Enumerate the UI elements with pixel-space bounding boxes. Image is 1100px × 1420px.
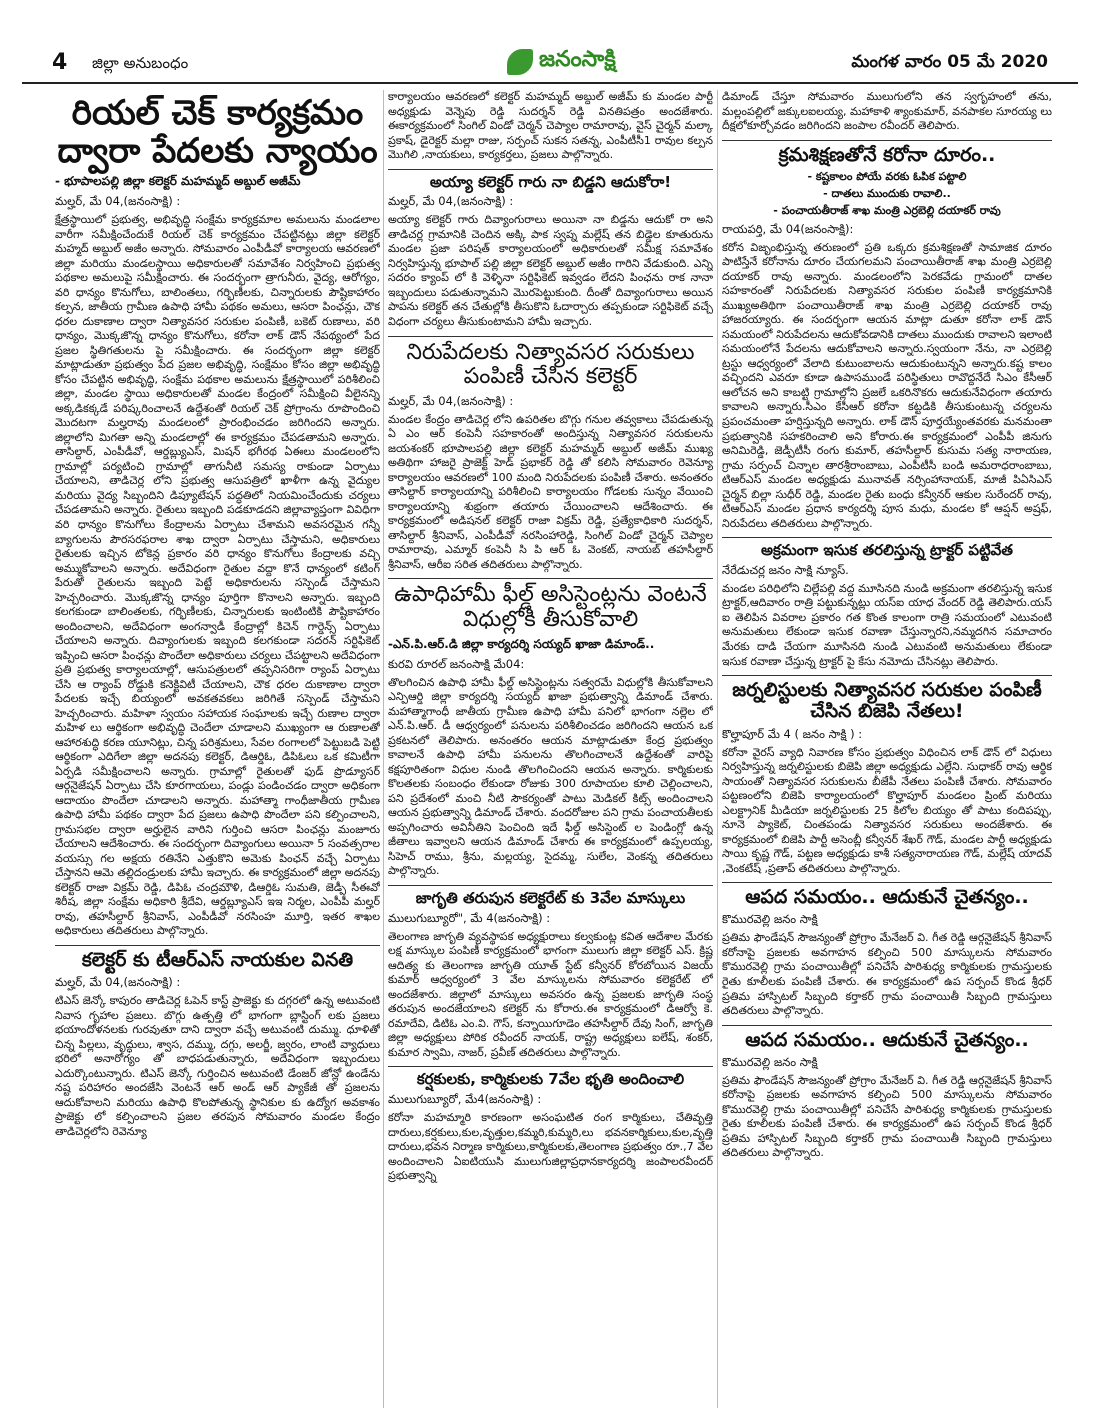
divider [55,945,380,946]
masthead [507,46,616,78]
article-headline: కర్షకులకు, కార్మికులకు 7వేల భృతి అందించాలి [416,1070,685,1089]
article-subheading: - కష్టకాలం పోయే వరకు ఓపిక పట్టాలి [807,169,967,183]
divider [388,169,713,170]
divider [722,1025,1052,1026]
article-body: తొలగించిన ఉపాధి హామీ ఫీల్డ్ అసిస్టెంట్లను సత్వరమే విధుల్లోకి తీసుకోవాలని ఎన్పిఆర్డి జిల్లా కార్యదర్శి సయ్యద్ ఖాజా ప్రభుత్వాన్ని డిమాండ్ చేశారు. మహాత్మాగాంధీ జాతీయ గ్రామీణ ఉపాధి హామీ పనిలో భాగంగా నల్లెల లో ఎన్.పి.ఆర్. డీ ఆధ్వర్యంలో పనులను పరిశీలించడం జరిగిందని ఆయన ఒక ప్రకటనలో తెలిపారు. అనంతరం ఆయన మాట్లాడుతూ కేంద్ర ప్రభుత్వం కావాలనే ఉపాధి హామీ పనులను తొలగించాలనే ఉద్దేశంతో వారిపై కక్షపూరితంగా విధుల నుండి తొలగించిందని ఆయన అన్నారు. కార్మికులకు కొలతలకు సంబంధం లేకుండా రోజుకు 300 రూపాయల కూలి చెల్లించాలని, పని ప్రదేశంలో మంచి నీటి సౌకర్యంతో పాటు మెడికల్ కిట్స్ అందించాలని ఆయన ప్రభుత్వాన్ని డిమాండ్ చేశారు. వందరోజుల పని గ్రామ పంచాయతీలకు అప్పగించారు అవినీతిని పెంచింది ఇదే ఫీల్డ్ అసిస్టెంట్ ల పెండింగ్లో ఉన్న జీతాలు ఇవ్వాలని ఆయన డిమాండ్ చేశారు ఈ కార్యక్రమంలో ఉప్పలయ్య, సిహెచ్ రాము, శ్రీను, మల్లయ్య, సైదమ్మ, సులేల, వెంకన్న తదితరులు పాల్గొన్నారు. [388,675,713,878]
article-dateline: కొల్హాపూర్ మే 4 ( జనం సాక్షి ) : [722,726,863,741]
article-headline: అయ్యా కలెక్టర్ గారు నా బిడ్డని ఆదుకోరా! [429,172,672,191]
article-body: మండల పరిధిలోని చిల్లేపల్లి వద్ద మూసినది నుండి అక్రమంగా తరలిస్తున్న ఇసుక ట్రాక్టర్,ఆదివారం రాత్రి పట్టుకున్నట్లు యస్ఐ యాధ వేందర్ రెడ్డి తెలిపారు.యస్ ఐ తెలిపిన వివరాల ప్రకారం గత కొంత కాలంగా రాత్రి సమయంలో ఎటువంటి అనుమతులు లేకుండా ఇసుక రవాణా చేస్తున్నారని,నమ్మదగిన సమాచారం మేరకు దాడి చేయగా మూసినది నుండి ఎటువంటి అనుమతులు లేకుండా ఇసుక రవాణా చేస్తున్న ట్రాక్టర్ పై కేసు నమోదు చేసినట్లు తెలిపారు. [722,581,1052,668]
article-body: డిమాండ్ చేస్తూ సోమవారం ములుగులోని తన స్వగృహంలో తను, మల్లంపల్లిలో జక్కులఐలయ్య, మహాకాళి శ్యాంకుమార్, వనపాకల సూరయ్య లు దీక్షలోకూర్చోవడం జరిగిందని జంపాల రవీందర్ తెలిపారు. [722,90,1052,133]
masthead-title: జనంసాక్షి [539,47,616,72]
issue-date: మంగళ వారం 05 మే 2020 [851,52,1048,72]
divider [388,885,713,886]
article-dateline: కొమురవెల్లి జనం సాక్షి [722,912,818,927]
article-subheading: - పంచాయతీరాజ్ శాఖ మంత్రి ఎర్రబెల్లి దయాకర్ రావు [773,203,1001,217]
section-title: జిల్లా అనుబంధం [92,54,189,72]
article-body: క్షేత్రస్థాయిలో ప్రభుత్వ, అభివృద్ధి సంక్షేమ కార్యక్రమాల అమలును మండలాల వారీగా సమీక్షించేందుకే రియల్ చెక్ కార్యక్రమం చేపట్టినట్లు జిల్లా కలెక్టర్ మహ్మద్ అబ్దుల్ అజీం అన్నారు. సోమవారం ఎంపీడీవో కార్యాలయ ఆవరణలో జిల్లా మరియు మండలస్థాయి అధికారులతో సమావేశం నిర్వహించి ప్రభుత్వ పథకాల అమలుపై సమీక్షించారు. ఈ సందర్భంగా త్రాగునీరు, వైద్య, ఆరోగ్యం, వరి ధాన్యం కొనుగోలు, బాలింతలు, గర్భిణీలకు, చిన్నారులకు పౌష్టికాహారం కల్పన, జాతీయ గ్రామీణ ఉపాధి హామీ పథకం అమలు, ఆసరా పింఛన్లు, చౌక ధరల దుకాణాల ద్వారా నిత్యావసర సరుకుల పంపిణీ, బకెట్ రుణాలు, వరి ధాన్యం, మొక్కజొన్న ధాన్యం కొనుగోలు, కరోనా లాక్ డౌన్ నేపథ్యంలో పేద ప్రజల స్థితిగతులను పై సమీక్షించారు. ఈ సందర్భంగా జిల్లా కలెక్టర్ మాట్లాడుతూ ప్రభుత్వం పేద ప్రజల అభివృద్ధి, సంక్షేమం కోసం జిల్లా అభివృద్ధి కోసం చేపట్టిన అభివృద్ధి, సంక్షేమ పథకాల అమలును క్షేత్రస్థాయిలో పరిశీలించి జిల్లా, మండల స్థాయి అధికారులతో మండల కేంద్రంలో సమీక్షించి వీలైనన్ని అక్కడికక్కడే పరిష్కరించాలనే ఉద్దేశంతో రియల్ చెక్ ప్రోగ్రాంను రూపొందించి మొదటగా మల్హరావు మండలంలో ప్రారంభించడం జరిగిందని అన్నారు. జిల్లాలోని మిగతా అన్ని మండలాల్లో ఈ కార్యక్రమం చేపడతామని అన్నారు. తాసిల్దార్, ఎంపీడీవో, ఆర్డబ్ల్యుఎస్, మిషన్ భగీరథ ఏఈలు మండలంలోని గ్రామాల్లో పర్యటించి గ్రామాల్లో తాగునీటి సమస్య రాకుండా ఏర్పాటు చేయాలని, తాడిచెర్ల లోని ప్రభుత్వ ఆసుపత్రిలో ఖాళీగా ఉన్న వైద్యుల మరియు వైద్య సిబ్బందిని డిప్యూటేషన్ పద్ధతిలో నియమించేందుకు చర్యలు చేపడతామని అన్నారు. రైతులు ఇబ్బంది పడకూడదని జిల్లావ్యాప్తంగా వివిధిగా వరి ధాన్యం కొనుగోలు కేంద్రాలను ఏర్పాటు చేశామని అవసరమైన గన్నీ బ్యాగులను పౌరసరఫరాల శాఖ ద్వారా ఏర్పాటు చేస్తామని, అధికారులు రైతులకు ఇచ్చిన టోకెన్ల ప్రకారం వరి ధాన్యం కొనుగోలు కేంద్రాలకు వచ్చి అమ్ముకోవాలని అన్నారు. అదేవిధంగా రైతుల వద్దా కొనే ధాన్యంలో కటింగ్ పేరుతో రైతులను ఇబ్బంది పెట్టే అధికారులను సస్పెండ్ చేస్తామని హెచ్చరించారు. మొక్కజొన్న ధాన్యం పూర్తిగా కొనాలని అన్నారు. ఇబ్బంది కలగకుండా బాలింతలకు, గర్భిణీలకు, చిన్నారులకు ఇంటింటికి పౌష్టికాహారం అందించాలని, అదేవిధంగా అంగన్వాడీ కేంద్రాల్లో కిచెన్ గార్డెన్స్ ఏర్పాటు చేయాలని అన్నారు. దివ్యాంగులకు ఇబ్బంది కలగకుండా సదరన్ సర్టిఫికెట్ ఇప్పించి ఆసరా పింఛన్లు పొందేలా అధికారులు చర్యలు చేపట్టాలని అదేవిధంగా ప్రతి ప్రభుత్వ కార్యాలయాల్లో, ఆసుపత్రులలో తప్పనిసరిగా ర్యాంప్ ఏర్పాటు చేసి ఆ ర్యాంప్ రోడ్డుకి కనెక్టివిటీ చేయాలని, చౌక ధరల దుకాణాల ద్వారా పేదలకు ఇచ్చే బియ్యంలో అవకతవకలు జరిగితే సస్పెండ్ చేస్తామని హెచ్చరించారు. మహిళా స్వయం సహాయక సంఘాలకు ఇచ్చే రుణాల ద్వారా మహిళ లు ఆర్థికంగా అభివృద్ధి చెందేలా చూడాలని ముఖ్యంగా ఆ రుణాలతో ఆహారశుద్ధి కరణ యూనిట్లు, చిన్న పరిశ్రమలు, సేవల రంగాలలో పెట్టుబడి పెట్టి ఆర్థికంగా ఎదిగేలా జిల్లా అదనపు కలెక్టర్, డిఆర్డిఓ, డిపిఓలు ఒక కమిటీగా ఏర్పడి సమీక్షించాలని అన్నారు. గ్రామాల్లో రైతులతో ఫుడ్ ప్రొడ్యూసర్ ఆర్గనైజేషన్ ఏర్పాటు చేసి కూరగాయలు, పండ్లు పండించడం ద్వారా అధికంగా ఆదాయం పొందేలా చూడాలని అన్నారు. మహాత్మా గాంధీజాతీయ గ్రామీణ ఉపాధి హామీ పథకం ద్వారా పేద ప్రజలు ఉపాధి పొందేలా పని కల్పించాలని, గ్రామసభల ద్వారా అర్హులైన వారిని గుర్తించి ఆసరా పింఛన్లు మంజూరు చేయాలని ఆదేశించారు. ఈ సందర్భంగా దివ్యాంగులు అయినా 5 సంవత్సరాల వయస్సు గల అక్షయ రతినేని ఎత్తుకొని అమెకు పింఛన్ వచ్చే ఏర్పాటు చేస్తానని ఆమె తల్లిదండ్రులకు హామీ ఇచ్చారు. ఈ కార్యక్రమంలో జిల్లా అదనపు కలెక్టర్ రాజా విక్రమ్ రెడ్డి, డిపిఓ చంద్రమౌళి, డిఆర్డిఓ సుమతి, జెడ్పీ సీఈవో శిరీష, జిల్లా సంక్షేమ అధికారి శ్రీదేవి, ఆర్డబ్ల్యూఎస్ ఇఇ నిర్మల, ఎంపీపీ మల్హర్ రావు, తహసీల్దార్ శ్రీనివాస్, ఎంపీడీవో నరసింహ మూర్తి, ఇతర శాఖల అధికారులు తదితరులు పాల్గొన్నారు. [55,213,380,938]
article-body: అయ్యా కలెక్టర్ గారు దివ్యాంగురాలు అయినా నా బిడ్డను ఆదుకో రా అని తాడిచర్ల గ్రామానికి చెందిన అక్కి పాక స్వప్న మల్లేష్ తన బిడ్డెల కూతురును మండల ప్రజా పరిషత్ కార్యాలయంలో అధికారులతో సమీక్ష సమావేశం నిర్వహిస్తున్న భూపాల్ పల్లి జిల్లా కలెక్టర్ అబ్దుల్ అజీం గారిని వేడుకుంది. ఎన్ని సదరం క్యాంప్ లో కి వెళ్ళినా సర్టిఫికెట్ ఇవ్వడం లేదని పింఛను రాక నానా ఇబ్బందులు పడుతున్నామని మొరపెట్టుకుంది. దీంతో దివ్యాంగురాలు అయిన పాపను కలెక్టర్ తన చేతుల్లోకి తీసుకొని ఓదార్చారు తప్పకుండా సర్టిఫికెట్ వచ్చే విధంగా చర్యలు తీసుకుంటామని హామీ ఇచ్చారు. [388,213,713,328]
article-subheading: - దాతలు ముందుకు రావాలి.. [823,186,951,200]
column-1 [55,90,380,1408]
article-dateline: రాయపర్తి, మే 04(జనంసాక్షి): [722,221,854,236]
page-number: 4 [52,50,68,75]
article-body: కార్యాలయం ఆవరణలో కలెక్టర్ మహమ్మద్ అబ్దుల్ అజీమ్ కు మండల పార్టీ అధ్యక్షుడు వెన్నెపు రెడ్డి సుదర్శన్ రెడ్డి వినతిపత్రం అందజేశారు. ఈకార్యక్రమంలో సింగిల్ విండో చెర్మన్ చెప్యాల రామారావు, వైస్ చైర్మన్ మల్కా ప్రకాష్, డైరెక్టర్ మల్లా రాజు, సర్పంచ్ సుకన సతన్న, ఎంపీటీసీ1 రావుల కల్పన మొగిలి ,నాయకులు, కార్యకర్తలు, ప్రజలు పాల్గొన్నారు. [388,90,713,162]
logo-leaf-icon [507,49,533,75]
column-divider [717,90,718,1408]
article-dateline: నేరేడుచర్ల జనం సాక్షి న్యూస్. [722,562,849,577]
article-headline: ఆపద సమయం.. ఆదుకునే చైతన్యం.. [745,1028,1029,1051]
article-body: కరోనా వైరస్ వ్యాధి నివారణ కోసం ప్రభుత్వం విధించిన లాక్ డౌన్ లో విధులు నిర్వహిస్తున్న జర్నలిస్టులకు బిజెపి జిల్లా అధ్యక్షుడు ఎల్లేని. సుధాకర్ రావు ఆర్థిక సాయంతో నిత్యావసర సరుకులను బీజేపీ నేతలు పంపిణీ చేశారు. సోమవారం పట్టణంలోని బిజెపి కార్యాలయంలో కొల్హాపూర్ మండలం ప్రింట్ మరియు ఎలక్ట్రానిక్ మీడియా జర్నలిస్టులకు 25 కిలోల బియ్యం తో పాటు కందిపప్పు, నూనె ప్యాకెట్, చింతపండు నిత్యావసర సరుకులు అందజేశారు. ఈ కార్యక్రమంలో బిజెపి పార్టీ అసెంబ్లీ కన్వీనర్ శేఖర్ గౌడ్, మండల పార్టీ అధ్యక్షుడు సాయి కృష్ణ గౌడ్, పట్టణ అధ్యక్షుడు కాశీ సత్యనారాయణ గౌడ్, మల్లేష్ యాదవ్ ,వెంకటేష్ ,ప్రతాప్ తదితరులు పాల్గొన్నారు. [722,745,1052,875]
article-body: మండల కేంద్రం తాడిచెర్ల లోని ఉపరితల బొగ్గు గనుల తవ్వకాలు చేపడుతున్న ఏ ఎం ఆర్ కంపెనీ సహకారంతో అందిస్తున్న నిత్యావసర సరుకులను జయశంకర్ భూపాలపల్లి జిల్లా కలెక్టర్ మహమ్మద్ అబ్దుల్ అజీమ్ ముఖ్య అతిథిగా హాజరై ప్రాజెక్ట్ హెడ్ ప్రభాకర్ రెడ్డి తో కలిసి సోమవారం రెవెన్యూ కార్యాలయం ఆవరణలో 100 మంది నిరుపేదలకు పంపిణీ చేశారు. అనంతరం తాసిల్దార్ కార్యాలయాన్ని పరిశీలించి కార్యాలయం గోడలకు సున్నం వేయించి కార్యాలయాన్ని శుభ్రంగా తయారు చేయించాలని ఆదేశించారు. ఈ కార్యక్రమంలో అడిషనల్ కలెక్టర్ రాజా విక్రమ్ రెడ్డి, ప్రత్యేకాధికారి సుదర్శన్, తాసిల్దార్ శ్రీనివాస్, ఎంపీడీవో నరసింహారెడ్డి, సింగిల్ విండో చైర్మన్ చెప్యాల రామారావు, ఎమ్మార్ కంపెనీ సి పి ఆర్ ఓ వెంకట్, నాయబ్ తహసీల్దార్ శ్రీనివాస్, ఆరీఐ సరిత తదితరులు పాల్గొన్నారు. [388,412,713,571]
divider [388,578,713,579]
article-byline: - భూపాలపల్లి జిల్లా కలెక్టర్ మహమ్మద్ అబ్దుల్ అజీమ్ [55,174,301,189]
article-body: కరోనా మహమ్మారి కారణంగా అసంఘటిత రంగ కార్మికులు, చేతివృత్తి దారులు,కర్షకులు,కుల,వృత్తుల,కమ్మరి,కుమ్మరి,లు భవనకార్మికులు,కుల,వృత్తి దారులు,భవన నిర్మాణ కార్మికులు,కార్మికులకు,తెలంగాణ ప్రభుత్వం రూ.,7 వేల అందించాలని ఏఐటియుసి ములుగుజిల్లాప్రధానకార్యదర్శి జంపాలరవీందర్ ప్రభుత్వాన్ని [388,1111,713,1183]
column-2 [388,90,713,1408]
column-3 [722,90,1052,1408]
article-headline: ఆపద సమయం.. ఆదుకునే చైతన్యం.. [745,886,1029,909]
divider [722,537,1052,538]
article-dateline: ములుగుబ్యూరో, మే4(జనంసాక్షి) : [388,1092,542,1107]
article-body: టిఎస్ జెన్కో కాపురం తాడిచెర్ల ఓపెన్ కాస్ట్ ప్రాజెక్టు కు దగ్గరలో ఉన్న అటువంటి నివాస గృహాల ప్రజలు. బొగ్గు ఉత్పత్తి లో భాగంగా బ్లాస్టింగ్ లకు ప్రజలు భయాందోళనలకు గురవుతూ దాని ద్వారా వచ్చే అటువంటి దుమ్ము. ధూళితో చిన్న పిల్లలు, వృద్ధులు, శ్వాస, దమ్ము, దగ్గు, అలర్జీ, జ్వరం, లాంటి వ్యాధులు భరిలో అనారోగ్యం తో బాధపడుతున్నారు, అదేవిధంగా ఇబ్బందులు ఎదుర్కొంటున్నారు. టిఎస్ జెన్కో గుర్తించిన అటువంటి డేంజర్ జోన్లో ఉండేను నష్ట పరిహారం అందజేసి వెంటనే ఆర్ అండ్ ఆర్ ప్యాకేజీ తో ప్రజలను ఆదుకోవాలని మరియు ఉపాధి కొలపోతున్న స్థానికుల కు ఉద్యోగ అవకాశం ప్రాజెక్టు లో కల్పించాలని ప్రజల తరపున సోమవారం మండల కేంద్రం తాడిచెర్లలోని రెవెన్యూ [55,994,380,1138]
article-headline: అక్రమంగా ఇసుక తరలిస్తున్న ట్రాక్టర్ పట్టివేత [761,541,1013,560]
article-headline: రియల్ చెక్ కార్యక్రమం ద్వారా పేదలకు న్యాయం [57,93,378,172]
article-body: ప్రతిమ ఫౌండేషన్ సౌజన్యంతో ప్రోగ్రాం మేనేజర్ వి. గీత రెడ్డి ఆర్గనైజేషన్ శ్రీనివాస్ కరోనాపై ప్రజలకు అవగాహన కల్పించి 500 మాస్కులను సోమవారం కొమురవెల్లి గ్రామ పంచాయితీల్లో పనిచేసే పారిశుధ్య కార్మికులకు గ్రామస్తులకు రైతు కూలీలకు పంపిణీ చేశారు. ఈ కార్యక్రమంలో ఉప సర్పంచ్ కొండ శ్రీధర్ ప్రతిమ హాస్పిటల్ సిబ్బంది కర్తాకర్ గ్రామ పంచాయితీ సిబ్బంది గ్రామస్తులు తదితరులు పాల్గొన్నారు. [722,1073,1052,1160]
article-byline: -ఎన్.పి.ఆర్.డి జిల్లా కార్యదర్శి సయ్యద్ ఖాజా డిమాండ్.. [388,636,655,651]
article-dateline: కురవి రూరల్ జనంసాక్షి మే04: [388,656,525,671]
article-dateline: మల్హర్, మే 04,(జనంసాక్షి) : [55,194,181,209]
article-headline: నిరుపేదలకు నిత్యావసర సరుకులు పంపిణీ చేసిన కలెక్టర్ [406,339,695,390]
article-body: తెలంగాణ జాగృతి వ్యవస్థాపక అధ్యక్షురాలు కల్వకుంట్ల కవిత ఆదేశాల మేరకు లక్ష మాస్కుల పంపిణీ కార్యక్రమంలో భాగంగా ములుగు జిల్లా కలెక్టర్ ఎస్. క్రిష్ణ ఆదిత్య కు తెలంగాణ జాగృతి యూత్ స్టేట్ కన్వీనర్ కోరబోయిన విజయ్ కుమార్ ఆధ్వర్యంలో 3 వేల మాస్కులను సోమవారం కలెక్టరేట్ లో అందజేశారు. జిల్లాలో మాస్కులు అవసరం ఉన్న ప్రజలకు జాగృతి సంస్థ తరుపున అందజేయాలని కలెక్టర్ ను కోరారు.ఈ కార్యక్రమంలో డిఆర్వో కె. రమాదేవి, డిటిఓ ఎం.వి. గౌస్, కన్నాయిగూడెం తహసీల్దార్ దేవు సింగ్, జాగృతి జిల్లా అధ్యక్షులు పోరిక రవీందర్ నాయక్, రాష్ట్ర అధ్యక్షులు ఐలేష్, శంకర్, కుమార స్వామి, నాజర్, ప్రవీణ్ తదితరులు పాల్గొన్నారు. [388,929,713,1059]
article-dateline: మల్హర్, మే 04,(జనంసాక్షి) : [55,975,181,990]
article-body: ప్రతిమ ఫౌండేషన్ సౌజన్యంతో ప్రోగ్రాం మేనేజర్ వి. గీత రెడ్డి ఆర్గనైజేషన్ శ్రీనివాస్ కరోనాపై ప్రజలకు అవగాహన కల్పించి 500 మాస్కులను సోమవారం కొమురవెల్లి గ్రామ పంచాయితీల్లో పనిచేసే పారిశుధ్య కార్మికులకు గ్రామస్తులకు రైతు కూలీలకు పంపిణీ చేశారు. ఈ కార్యక్రమంలో ఉప సర్పంచ్ కొండ శ్రీధర్ ప్రతిమ హాస్పిటల్ సిబ్బంది కర్తాకర్ గ్రామ పంచాయితీ సిబ్బంది గ్రామస్తులు తదితరులు పాల్గొన్నారు. [722,931,1052,1018]
divider [388,336,713,337]
article-dateline: ములుగుబ్యూరో", మే 4(జనంసాక్షి) : [388,910,551,925]
page-header [22,44,1078,84]
column-divider [383,90,384,1408]
divider [388,1066,713,1067]
article-dateline: మల్హర్, మే 04,(జనంసాక్షి) : [388,194,514,209]
article-dateline: కొమురవెల్లి జనం సాక్షి [722,1054,818,1069]
divider [722,882,1052,883]
article-headline: ఉపాధిహామీ ఫీల్డ్ అసిస్టెంట్లను వెంటనే విధుల్లోకి తీసుకోవాలి [394,582,707,633]
article-headline: జర్నలిస్టులకు నిత్యావసర సరుకుల పంపిణీ చేసిన బిజెపి నేతలు! [732,679,1042,723]
article-headline: కలెక్టర్ కు టీఆర్ఎస్ నాయకుల వినతి [81,948,354,971]
article-headline: క్రమశిక్షణతోనే కరోనా దూరం.. [778,143,996,166]
divider [722,140,1052,141]
divider [722,675,1052,676]
article-body: కరోన విజృంభిస్తున్న తరుణంలో ప్రతి ఒక్కరు క్రమశిక్షణతో సామాజిక దూరం పాటిస్తేనే కరోనాను దూరం చేయగలమని పంచాయితీరాజ్ శాఖ మంత్రి ఎర్రబెల్లి దయాకర్ రావు అన్నారు. మండలంలోని పెరకవేడు గ్రామంలో దాతల సహకారంతో నిరుపేదలకు నిత్యావసర సరుకుల పంపిణీ కార్యక్రమానికి ముఖ్యఅతిథిగా పంచాయితీరాజ్ శాఖ మంత్రి ఎర్రబెల్లి దయాకర్ రావు హాజరయ్యారు. ఈ సందర్భంగా ఆయన మాట్లా డుతూ కరోనా లాక్ డౌన్ సమయంలో నిరుపేదలను ఆదుకోవడానికి దాతలు ముందుకు రావాలని ఇలాంటి సమయంలోనే పేదలను ఆదుకోవాలని అన్నారు.స్వయంగా నేను, నా ఎర్రబెల్లి ట్రస్టు ఆధ్వర్యంలో వేలాది కుటుంబాలను ఆదుకుంటున్నని అన్నారు.కష్ట కాలం వచ్చిందని ఎవరూ కూడా ఉపాసముండే పరిస్థితులు రావొద్దనేదే సిఎం కేసీఆర్ ఆలోచన అని కాబట్టి గ్రామాల్లోని ప్రజలే ఒకరినొకరు ఆదుకునేవిధంగా తయారు కావాలని అన్నారు.సీఎం కేసీఆర్ కరోనా కట్టడికి తీసుకుంటున్న చర్యలను ప్రపంచమంతా హర్షిస్తున్నది అన్నారు. లాక్ డౌన్ పూర్తయ్యేంతవరకు మనమంతా ప్రభుత్వానికి సహకరించాలి అని కోరారు.ఈ కార్యక్రమంలో ఎంపీపీ జినుగు అనిమిరెడ్డి, జెడ్పీటీసీ రంగు కుమార్, తహసీల్దార్ కుసుమ సత్య నారాయణ, గ్రామ సర్పంచ్ చిన్నాల తారశ్రీరాంబాబు, ఎంపీటీసీ బండి అమరాధరాంబాబు, టిఆర్ఎస్ మండల అధ్యక్షుడు మునావత్ నర్సింహానాయక్, మాజీ పిఏసిఎస్ చైర్మన్ బిల్లా సుధీర్ రెడ్డి, మండల రైతు బంధు కన్వీనర్ ఆకుల సురేందర్ రావు, టిఆర్ఎస్ మండల ప్రధాన కార్యదర్శి పూస మధు, మండల కో ఆప్షన్ అష్రఫ్, నిరుపేదలు తదితరులు పాల్గొన్నారు. [722,240,1052,530]
article-headline: జాగృతి తరుపున కలెక్టరేట్ కు 3వేల మాస్కులు [415,888,686,907]
article-dateline: మల్హర్, మే 04,(జనంసాక్షి) : [388,393,514,408]
